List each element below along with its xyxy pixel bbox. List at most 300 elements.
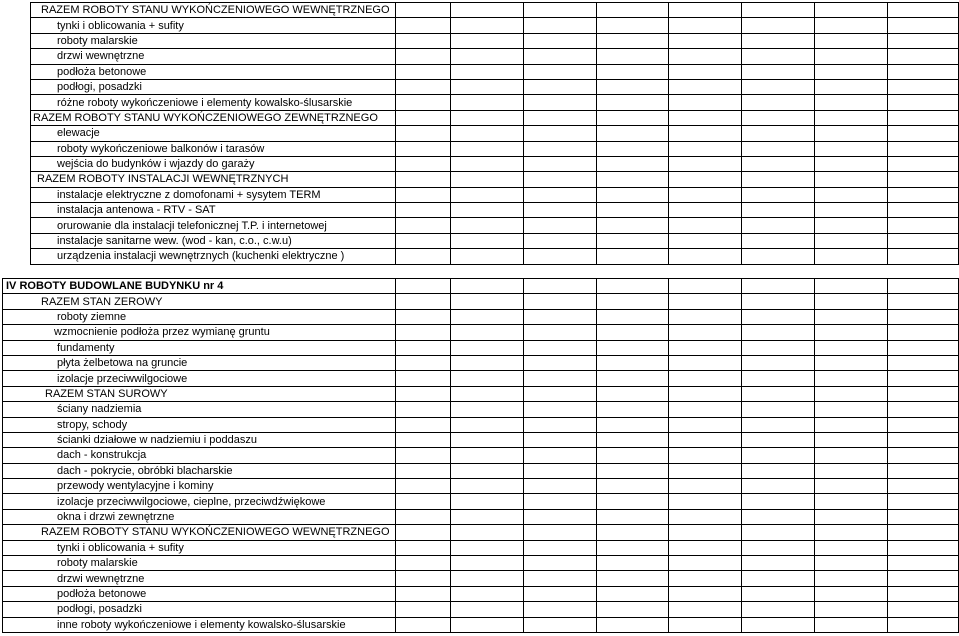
value-cell[interactable] (815, 249, 888, 264)
value-cell[interactable] (596, 141, 669, 156)
value-cell[interactable] (396, 203, 450, 218)
value-cell[interactable] (742, 309, 815, 324)
value-cell[interactable] (396, 586, 450, 601)
value-cell[interactable] (523, 540, 596, 555)
value-cell[interactable] (669, 110, 742, 125)
value-cell[interactable] (669, 95, 742, 110)
value-cell[interactable] (450, 463, 523, 478)
value-cell[interactable] (450, 218, 523, 233)
value-cell[interactable] (815, 586, 888, 601)
value-cell[interactable] (815, 355, 888, 370)
value-cell[interactable] (742, 233, 815, 248)
value-cell[interactable] (523, 386, 596, 401)
value-cell[interactable] (669, 355, 742, 370)
value-cell[interactable] (450, 355, 523, 370)
value-cell[interactable] (450, 325, 523, 340)
value-cell[interactable] (815, 279, 888, 294)
value-cell[interactable] (669, 156, 742, 171)
value-cell[interactable] (815, 617, 888, 632)
value-cell[interactable] (450, 64, 523, 79)
value-cell[interactable] (396, 156, 450, 171)
value-cell[interactable] (742, 49, 815, 64)
value-cell[interactable] (523, 325, 596, 340)
value-cell[interactable] (450, 233, 523, 248)
value-cell[interactable] (669, 479, 742, 494)
value-cell[interactable] (450, 110, 523, 125)
value-cell[interactable] (815, 479, 888, 494)
value-cell[interactable] (815, 18, 888, 33)
value-cell[interactable] (742, 479, 815, 494)
value-cell[interactable] (523, 617, 596, 632)
value-cell[interactable] (450, 586, 523, 601)
value-cell[interactable] (887, 156, 958, 171)
value-cell[interactable] (669, 340, 742, 355)
value-cell[interactable] (596, 525, 669, 540)
value-cell[interactable] (450, 509, 523, 524)
value-cell[interactable] (523, 602, 596, 617)
value-cell[interactable] (669, 49, 742, 64)
value-cell[interactable] (450, 172, 523, 187)
value-cell[interactable] (742, 203, 815, 218)
value-cell[interactable] (669, 571, 742, 586)
value-cell[interactable] (523, 64, 596, 79)
value-cell[interactable] (815, 126, 888, 141)
value-cell[interactable] (887, 64, 958, 79)
value-cell[interactable] (887, 386, 958, 401)
value-cell[interactable] (596, 3, 669, 18)
value-cell[interactable] (815, 371, 888, 386)
value-cell[interactable] (450, 279, 523, 294)
value-cell[interactable] (596, 203, 669, 218)
value-cell[interactable] (396, 218, 450, 233)
value-cell[interactable] (523, 586, 596, 601)
value-cell[interactable] (887, 402, 958, 417)
value-cell[interactable] (523, 432, 596, 447)
value-cell[interactable] (815, 402, 888, 417)
value-cell[interactable] (815, 95, 888, 110)
value-cell[interactable] (523, 571, 596, 586)
value-cell[interactable] (742, 172, 815, 187)
value-cell[interactable] (669, 463, 742, 478)
value-cell[interactable] (450, 571, 523, 586)
value-cell[interactable] (815, 64, 888, 79)
value-cell[interactable] (815, 432, 888, 447)
value-cell[interactable] (523, 126, 596, 141)
value-cell[interactable] (396, 540, 450, 555)
value-cell[interactable] (396, 371, 450, 386)
value-cell[interactable] (596, 110, 669, 125)
value-cell[interactable] (396, 325, 450, 340)
value-cell[interactable] (815, 79, 888, 94)
value-cell[interactable] (815, 602, 888, 617)
value-cell[interactable] (742, 294, 815, 309)
value-cell[interactable] (596, 18, 669, 33)
value-cell[interactable] (887, 95, 958, 110)
value-cell[interactable] (523, 463, 596, 478)
value-cell[interactable] (815, 463, 888, 478)
value-cell[interactable] (742, 602, 815, 617)
value-cell[interactable] (887, 218, 958, 233)
value-cell[interactable] (396, 355, 450, 370)
value-cell[interactable] (596, 126, 669, 141)
value-cell[interactable] (396, 509, 450, 524)
value-cell[interactable] (396, 525, 450, 540)
value-cell[interactable] (669, 525, 742, 540)
value-cell[interactable] (742, 617, 815, 632)
value-cell[interactable] (669, 586, 742, 601)
value-cell[interactable] (815, 448, 888, 463)
value-cell[interactable] (396, 233, 450, 248)
value-cell[interactable] (396, 309, 450, 324)
value-cell[interactable] (815, 571, 888, 586)
value-cell[interactable] (523, 309, 596, 324)
value-cell[interactable] (815, 156, 888, 171)
value-cell[interactable] (669, 602, 742, 617)
value-cell[interactable] (887, 279, 958, 294)
value-cell[interactable] (396, 494, 450, 509)
value-cell[interactable] (396, 18, 450, 33)
value-cell[interactable] (669, 556, 742, 571)
value-cell[interactable] (669, 540, 742, 555)
value-cell[interactable] (887, 249, 958, 264)
value-cell[interactable] (742, 33, 815, 48)
value-cell[interactable] (742, 126, 815, 141)
value-cell[interactable] (450, 49, 523, 64)
value-cell[interactable] (523, 556, 596, 571)
value-cell[interactable] (669, 494, 742, 509)
value-cell[interactable] (815, 3, 888, 18)
value-cell[interactable] (523, 233, 596, 248)
value-cell[interactable] (450, 448, 523, 463)
value-cell[interactable] (742, 571, 815, 586)
value-cell[interactable] (669, 294, 742, 309)
value-cell[interactable] (596, 448, 669, 463)
value-cell[interactable] (396, 602, 450, 617)
value-cell[interactable] (450, 126, 523, 141)
value-cell[interactable] (596, 249, 669, 264)
value-cell[interactable] (742, 187, 815, 202)
value-cell[interactable] (596, 571, 669, 586)
value-cell[interactable] (596, 218, 669, 233)
value-cell[interactable] (523, 95, 596, 110)
value-cell[interactable] (450, 417, 523, 432)
value-cell[interactable] (887, 479, 958, 494)
value-cell[interactable] (396, 64, 450, 79)
value-cell[interactable] (887, 49, 958, 64)
value-cell[interactable] (669, 509, 742, 524)
value-cell[interactable] (523, 355, 596, 370)
value-cell[interactable] (596, 156, 669, 171)
value-cell[interactable] (450, 556, 523, 571)
value-cell[interactable] (742, 156, 815, 171)
value-cell[interactable] (450, 141, 523, 156)
value-cell[interactable] (450, 79, 523, 94)
value-cell[interactable] (523, 3, 596, 18)
value-cell[interactable] (523, 402, 596, 417)
value-cell[interactable] (523, 294, 596, 309)
value-cell[interactable] (742, 79, 815, 94)
value-cell[interactable] (396, 556, 450, 571)
value-cell[interactable] (596, 402, 669, 417)
value-cell[interactable] (669, 432, 742, 447)
value-cell[interactable] (396, 402, 450, 417)
value-cell[interactable] (887, 355, 958, 370)
value-cell[interactable] (523, 509, 596, 524)
value-cell[interactable] (669, 233, 742, 248)
value-cell[interactable] (450, 340, 523, 355)
value-cell[interactable] (887, 463, 958, 478)
value-cell[interactable] (887, 233, 958, 248)
value-cell[interactable] (450, 294, 523, 309)
value-cell[interactable] (596, 494, 669, 509)
value-cell[interactable] (815, 187, 888, 202)
value-cell[interactable] (669, 141, 742, 156)
value-cell[interactable] (887, 79, 958, 94)
value-cell[interactable] (742, 463, 815, 478)
value-cell[interactable] (396, 340, 450, 355)
value-cell[interactable] (596, 340, 669, 355)
value-cell[interactable] (669, 309, 742, 324)
value-cell[interactable] (815, 172, 888, 187)
value-cell[interactable] (887, 571, 958, 586)
value-cell[interactable] (669, 3, 742, 18)
value-cell[interactable] (596, 509, 669, 524)
value-cell[interactable] (450, 33, 523, 48)
value-cell[interactable] (596, 417, 669, 432)
value-cell[interactable] (669, 417, 742, 432)
value-cell[interactable] (742, 110, 815, 125)
value-cell[interactable] (396, 417, 450, 432)
value-cell[interactable] (887, 371, 958, 386)
value-cell[interactable] (596, 325, 669, 340)
value-cell[interactable] (596, 279, 669, 294)
value-cell[interactable] (396, 187, 450, 202)
value-cell[interactable] (887, 417, 958, 432)
value-cell[interactable] (815, 33, 888, 48)
value-cell[interactable] (669, 33, 742, 48)
value-cell[interactable] (815, 218, 888, 233)
value-cell[interactable] (596, 556, 669, 571)
value-cell[interactable] (596, 64, 669, 79)
value-cell[interactable] (396, 249, 450, 264)
value-cell[interactable] (523, 49, 596, 64)
value-cell[interactable] (596, 95, 669, 110)
value-cell[interactable] (887, 540, 958, 555)
value-cell[interactable] (523, 417, 596, 432)
value-cell[interactable] (596, 187, 669, 202)
value-cell[interactable] (815, 509, 888, 524)
value-cell[interactable] (742, 540, 815, 555)
value-cell[interactable] (887, 448, 958, 463)
value-cell[interactable] (742, 249, 815, 264)
value-cell[interactable] (396, 448, 450, 463)
value-cell[interactable] (815, 540, 888, 555)
value-cell[interactable] (450, 617, 523, 632)
value-cell[interactable] (596, 309, 669, 324)
value-cell[interactable] (523, 218, 596, 233)
value-cell[interactable] (450, 602, 523, 617)
value-cell[interactable] (669, 79, 742, 94)
value-cell[interactable] (815, 340, 888, 355)
value-cell[interactable] (815, 494, 888, 509)
value-cell[interactable] (669, 218, 742, 233)
value-cell[interactable] (450, 203, 523, 218)
value-cell[interactable] (669, 64, 742, 79)
value-cell[interactable] (523, 371, 596, 386)
value-cell[interactable] (596, 540, 669, 555)
value-cell[interactable] (396, 49, 450, 64)
value-cell[interactable] (742, 64, 815, 79)
value-cell[interactable] (450, 3, 523, 18)
value-cell[interactable] (887, 586, 958, 601)
value-cell[interactable] (596, 294, 669, 309)
value-cell[interactable] (887, 602, 958, 617)
value-cell[interactable] (742, 3, 815, 18)
value-cell[interactable] (596, 586, 669, 601)
value-cell[interactable] (742, 325, 815, 340)
value-cell[interactable] (887, 556, 958, 571)
value-cell[interactable] (596, 172, 669, 187)
value-cell[interactable] (815, 417, 888, 432)
value-cell[interactable] (523, 525, 596, 540)
value-cell[interactable] (669, 617, 742, 632)
value-cell[interactable] (523, 18, 596, 33)
value-cell[interactable] (742, 556, 815, 571)
value-cell[interactable] (396, 279, 450, 294)
value-cell[interactable] (596, 432, 669, 447)
value-cell[interactable] (396, 571, 450, 586)
value-cell[interactable] (523, 203, 596, 218)
value-cell[interactable] (669, 203, 742, 218)
value-cell[interactable] (396, 617, 450, 632)
value-cell[interactable] (396, 141, 450, 156)
value-cell[interactable] (450, 309, 523, 324)
value-cell[interactable] (523, 187, 596, 202)
value-cell[interactable] (742, 432, 815, 447)
value-cell[interactable] (887, 33, 958, 48)
value-cell[interactable] (887, 3, 958, 18)
value-cell[interactable] (523, 110, 596, 125)
value-cell[interactable] (450, 386, 523, 401)
value-cell[interactable] (815, 233, 888, 248)
value-cell[interactable] (523, 494, 596, 509)
value-cell[interactable] (669, 448, 742, 463)
value-cell[interactable] (815, 556, 888, 571)
value-cell[interactable] (523, 33, 596, 48)
value-cell[interactable] (450, 525, 523, 540)
value-cell[interactable] (450, 402, 523, 417)
value-cell[interactable] (887, 340, 958, 355)
value-cell[interactable] (523, 79, 596, 94)
value-cell[interactable] (596, 617, 669, 632)
value-cell[interactable] (742, 18, 815, 33)
value-cell[interactable] (396, 294, 450, 309)
value-cell[interactable] (396, 463, 450, 478)
value-cell[interactable] (742, 371, 815, 386)
value-cell[interactable] (742, 218, 815, 233)
value-cell[interactable] (887, 325, 958, 340)
value-cell[interactable] (523, 340, 596, 355)
value-cell[interactable] (669, 371, 742, 386)
value-cell[interactable] (596, 355, 669, 370)
value-cell[interactable] (815, 525, 888, 540)
value-cell[interactable] (742, 279, 815, 294)
value-cell[interactable] (742, 509, 815, 524)
value-cell[interactable] (396, 432, 450, 447)
value-cell[interactable] (887, 126, 958, 141)
value-cell[interactable] (887, 309, 958, 324)
value-cell[interactable] (887, 525, 958, 540)
value-cell[interactable] (396, 3, 450, 18)
value-cell[interactable] (396, 110, 450, 125)
value-cell[interactable] (523, 249, 596, 264)
value-cell[interactable] (887, 617, 958, 632)
value-cell[interactable] (669, 386, 742, 401)
value-cell[interactable] (742, 355, 815, 370)
value-cell[interactable] (887, 509, 958, 524)
value-cell[interactable] (396, 95, 450, 110)
value-cell[interactable] (596, 233, 669, 248)
value-cell[interactable] (887, 294, 958, 309)
value-cell[interactable] (887, 203, 958, 218)
value-cell[interactable] (669, 187, 742, 202)
value-cell[interactable] (887, 110, 958, 125)
value-cell[interactable] (450, 249, 523, 264)
value-cell[interactable] (742, 402, 815, 417)
value-cell[interactable] (669, 279, 742, 294)
value-cell[interactable] (450, 156, 523, 171)
value-cell[interactable] (450, 479, 523, 494)
value-cell[interactable] (815, 49, 888, 64)
value-cell[interactable] (887, 172, 958, 187)
value-cell[interactable] (887, 141, 958, 156)
value-cell[interactable] (815, 325, 888, 340)
value-cell[interactable] (742, 95, 815, 110)
value-cell[interactable] (815, 141, 888, 156)
value-cell[interactable] (523, 156, 596, 171)
value-cell[interactable] (815, 294, 888, 309)
value-cell[interactable] (887, 494, 958, 509)
value-cell[interactable] (596, 33, 669, 48)
value-cell[interactable] (669, 18, 742, 33)
value-cell[interactable] (669, 172, 742, 187)
value-cell[interactable] (742, 586, 815, 601)
value-cell[interactable] (596, 79, 669, 94)
value-cell[interactable] (396, 79, 450, 94)
value-cell[interactable] (523, 448, 596, 463)
value-cell[interactable] (596, 479, 669, 494)
value-cell[interactable] (596, 463, 669, 478)
value-cell[interactable] (669, 402, 742, 417)
value-cell[interactable] (450, 494, 523, 509)
value-cell[interactable] (396, 386, 450, 401)
value-cell[interactable] (596, 49, 669, 64)
value-cell[interactable] (815, 386, 888, 401)
value-cell[interactable] (450, 432, 523, 447)
value-cell[interactable] (596, 386, 669, 401)
value-cell[interactable] (396, 33, 450, 48)
value-cell[interactable] (742, 386, 815, 401)
value-cell[interactable] (742, 417, 815, 432)
value-cell[interactable] (742, 494, 815, 509)
value-cell[interactable] (450, 18, 523, 33)
value-cell[interactable] (450, 540, 523, 555)
value-cell[interactable] (523, 172, 596, 187)
value-cell[interactable] (669, 249, 742, 264)
value-cell[interactable] (396, 479, 450, 494)
value-cell[interactable] (815, 110, 888, 125)
value-cell[interactable] (887, 432, 958, 447)
